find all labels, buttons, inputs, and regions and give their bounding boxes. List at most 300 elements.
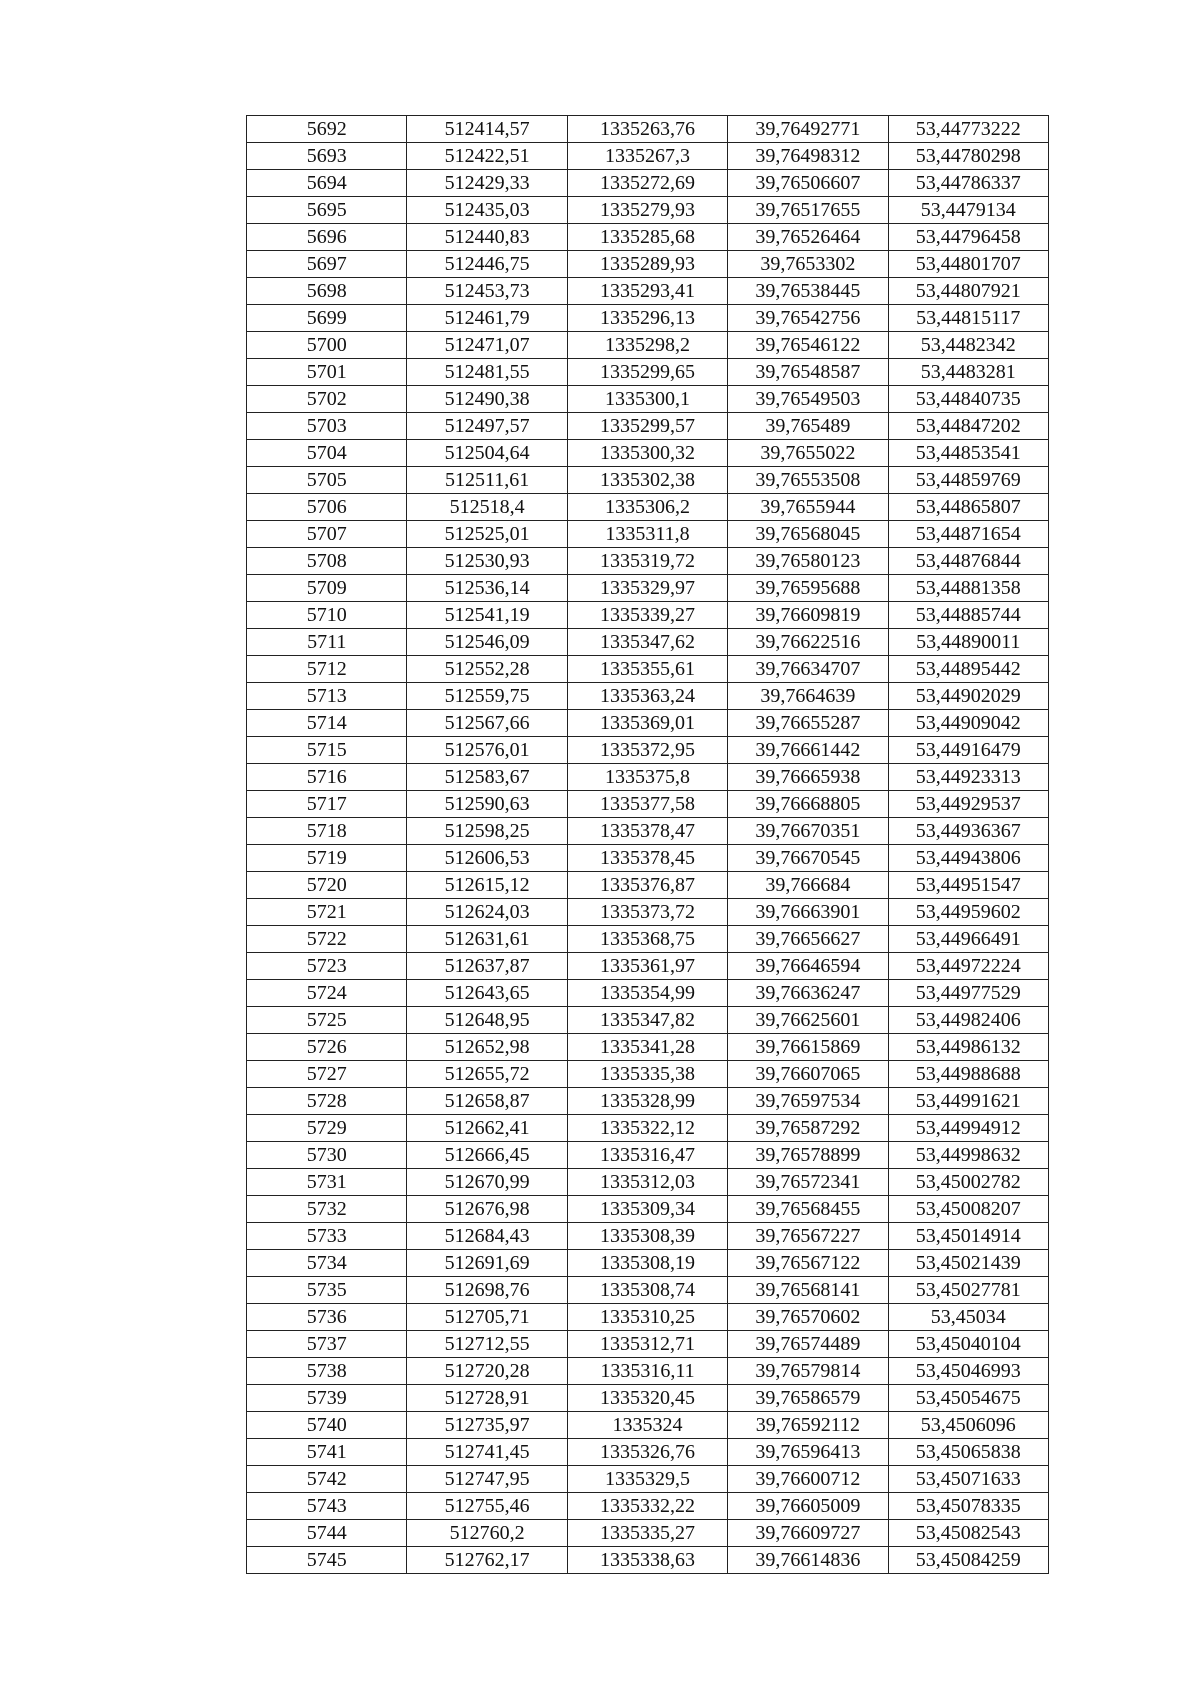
x-coordinate-cell: 512552,28 [407,656,567,683]
y-coordinate-cell: 1335272,69 [567,170,727,197]
table-row [247,602,1049,629]
y-coordinate-cell: 1335373,72 [567,899,727,926]
latitude-cell: 53,45014914 [888,1223,1048,1250]
y-coordinate-cell: 1335341,28 [567,1034,727,1061]
x-coordinate-cell: 512643,65 [407,980,567,1007]
table-row [247,1547,1049,1574]
longitude-cell: 39,76517655 [728,197,888,224]
x-coordinate-cell: 512631,61 [407,926,567,953]
y-coordinate-cell: 1335368,75 [567,926,727,953]
longitude-cell: 39,76605009 [728,1493,888,1520]
y-coordinate-cell: 1335378,47 [567,818,727,845]
longitude-cell: 39,76572341 [728,1169,888,1196]
latitude-cell: 53,44929537 [888,791,1048,818]
y-coordinate-cell: 1335302,38 [567,467,727,494]
x-coordinate-cell: 512658,87 [407,1088,567,1115]
table-row [247,116,1049,143]
point-number-cell: 5724 [247,980,407,1007]
table-row [247,1358,1049,1385]
table-row [247,332,1049,359]
point-number-cell: 5716 [247,764,407,791]
x-coordinate-cell: 512712,55 [407,1331,567,1358]
longitude-cell: 39,76567122 [728,1250,888,1277]
table-row [247,1520,1049,1547]
table-row [247,683,1049,710]
point-number-cell: 5704 [247,440,407,467]
y-coordinate-cell: 1335293,41 [567,278,727,305]
latitude-cell: 53,44936367 [888,818,1048,845]
x-coordinate-cell: 512440,83 [407,224,567,251]
y-coordinate-cell: 1335347,82 [567,1007,727,1034]
y-coordinate-cell: 1335279,93 [567,197,727,224]
table-row [247,467,1049,494]
y-coordinate-cell: 1335377,58 [567,791,727,818]
longitude-cell: 39,76574489 [728,1331,888,1358]
longitude-cell: 39,76615869 [728,1034,888,1061]
point-number-cell: 5723 [247,953,407,980]
longitude-cell: 39,76607065 [728,1061,888,1088]
point-number-cell: 5736 [247,1304,407,1331]
x-coordinate-cell: 512655,72 [407,1061,567,1088]
x-coordinate-cell: 512648,95 [407,1007,567,1034]
table-row [247,575,1049,602]
latitude-cell: 53,44773222 [888,116,1048,143]
y-coordinate-cell: 1335372,95 [567,737,727,764]
longitude-cell: 39,7664639 [728,683,888,710]
table-row [247,710,1049,737]
y-coordinate-cell: 1335375,8 [567,764,727,791]
x-coordinate-cell: 512720,28 [407,1358,567,1385]
longitude-cell: 39,76570602 [728,1304,888,1331]
y-coordinate-cell: 1335320,45 [567,1385,727,1412]
point-number-cell: 5698 [247,278,407,305]
x-coordinate-cell: 512615,12 [407,872,567,899]
y-coordinate-cell: 1335322,12 [567,1115,727,1142]
latitude-cell: 53,4479134 [888,197,1048,224]
longitude-cell: 39,76506607 [728,170,888,197]
latitude-cell: 53,4483281 [888,359,1048,386]
x-coordinate-cell: 512762,17 [407,1547,567,1574]
x-coordinate-cell: 512518,4 [407,494,567,521]
y-coordinate-cell: 1335338,63 [567,1547,727,1574]
x-coordinate-cell: 512666,45 [407,1142,567,1169]
longitude-cell: 39,76492771 [728,116,888,143]
point-number-cell: 5718 [247,818,407,845]
y-coordinate-cell: 1335300,1 [567,386,727,413]
y-coordinate-cell: 1335309,34 [567,1196,727,1223]
point-number-cell: 5708 [247,548,407,575]
y-coordinate-cell: 1335326,76 [567,1439,727,1466]
table-row [247,737,1049,764]
point-number-cell: 5694 [247,170,407,197]
y-coordinate-cell: 1335267,3 [567,143,727,170]
x-coordinate-cell: 512676,98 [407,1196,567,1223]
point-number-cell: 5707 [247,521,407,548]
latitude-cell: 53,45078335 [888,1493,1048,1520]
x-coordinate-cell: 512741,45 [407,1439,567,1466]
table-row [247,980,1049,1007]
y-coordinate-cell: 1335299,57 [567,413,727,440]
table-row [247,1385,1049,1412]
latitude-cell: 53,45002782 [888,1169,1048,1196]
y-coordinate-cell: 1335311,8 [567,521,727,548]
x-coordinate-cell: 512546,09 [407,629,567,656]
y-coordinate-cell: 1335369,01 [567,710,727,737]
longitude-cell: 39,76646594 [728,953,888,980]
point-number-cell: 5734 [247,1250,407,1277]
longitude-cell: 39,76568141 [728,1277,888,1304]
table-row [247,251,1049,278]
x-coordinate-cell: 512691,69 [407,1250,567,1277]
y-coordinate-cell: 1335329,5 [567,1466,727,1493]
point-number-cell: 5720 [247,872,407,899]
latitude-cell: 53,45046993 [888,1358,1048,1385]
latitude-cell: 53,44815117 [888,305,1048,332]
point-number-cell: 5713 [247,683,407,710]
latitude-cell: 53,45034 [888,1304,1048,1331]
longitude-cell: 39,76609727 [728,1520,888,1547]
point-number-cell: 5715 [247,737,407,764]
point-number-cell: 5700 [247,332,407,359]
point-number-cell: 5701 [247,359,407,386]
x-coordinate-cell: 512429,33 [407,170,567,197]
x-coordinate-cell: 512567,66 [407,710,567,737]
latitude-cell: 53,44895442 [888,656,1048,683]
x-coordinate-cell: 512652,98 [407,1034,567,1061]
x-coordinate-cell: 512735,97 [407,1412,567,1439]
table-row [247,629,1049,656]
table-row [247,1088,1049,1115]
y-coordinate-cell: 1335312,03 [567,1169,727,1196]
point-number-cell: 5728 [247,1088,407,1115]
point-number-cell: 5740 [247,1412,407,1439]
point-number-cell: 5745 [247,1547,407,1574]
table-row [247,305,1049,332]
y-coordinate-cell: 1335328,99 [567,1088,727,1115]
point-number-cell: 5722 [247,926,407,953]
longitude-cell: 39,76596413 [728,1439,888,1466]
table-row [247,1493,1049,1520]
table-row [247,1331,1049,1358]
point-number-cell: 5733 [247,1223,407,1250]
latitude-cell: 53,44780298 [888,143,1048,170]
y-coordinate-cell: 1335355,61 [567,656,727,683]
table-row [247,953,1049,980]
x-coordinate-cell: 512471,07 [407,332,567,359]
latitude-cell: 53,44982406 [888,1007,1048,1034]
x-coordinate-cell: 512497,57 [407,413,567,440]
x-coordinate-cell: 512624,03 [407,899,567,926]
latitude-cell: 53,44988688 [888,1061,1048,1088]
y-coordinate-cell: 1335285,68 [567,224,727,251]
table-row [247,521,1049,548]
table-row [247,413,1049,440]
table-row [247,224,1049,251]
latitude-cell: 53,44951547 [888,872,1048,899]
x-coordinate-cell: 512583,67 [407,764,567,791]
longitude-cell: 39,76609819 [728,602,888,629]
point-number-cell: 5730 [247,1142,407,1169]
point-number-cell: 5738 [247,1358,407,1385]
latitude-cell: 53,45071633 [888,1466,1048,1493]
y-coordinate-cell: 1335312,71 [567,1331,727,1358]
table-row [247,1034,1049,1061]
point-number-cell: 5735 [247,1277,407,1304]
point-number-cell: 5699 [247,305,407,332]
longitude-cell: 39,76546122 [728,332,888,359]
latitude-cell: 53,44801707 [888,251,1048,278]
longitude-cell: 39,7655022 [728,440,888,467]
x-coordinate-cell: 512705,71 [407,1304,567,1331]
longitude-cell: 39,76665938 [728,764,888,791]
table-row [247,1115,1049,1142]
longitude-cell: 39,76580123 [728,548,888,575]
x-coordinate-cell: 512511,61 [407,467,567,494]
point-number-cell: 5710 [247,602,407,629]
table-row [247,845,1049,872]
point-number-cell: 5693 [247,143,407,170]
y-coordinate-cell: 1335324 [567,1412,727,1439]
point-number-cell: 5737 [247,1331,407,1358]
x-coordinate-cell: 512453,73 [407,278,567,305]
latitude-cell: 53,44966491 [888,926,1048,953]
latitude-cell: 53,45027781 [888,1277,1048,1304]
y-coordinate-cell: 1335299,65 [567,359,727,386]
longitude-cell: 39,76578899 [728,1142,888,1169]
table-row [247,1007,1049,1034]
point-number-cell: 5697 [247,251,407,278]
table-row [247,1142,1049,1169]
y-coordinate-cell: 1335329,97 [567,575,727,602]
y-coordinate-cell: 1335319,72 [567,548,727,575]
longitude-cell: 39,76622516 [728,629,888,656]
latitude-cell: 53,44847202 [888,413,1048,440]
longitude-cell: 39,765489 [728,413,888,440]
point-number-cell: 5695 [247,197,407,224]
table-row [247,278,1049,305]
y-coordinate-cell: 1335378,45 [567,845,727,872]
longitude-cell: 39,76548587 [728,359,888,386]
x-coordinate-cell: 512536,14 [407,575,567,602]
x-coordinate-cell: 512598,25 [407,818,567,845]
latitude-cell: 53,44909042 [888,710,1048,737]
x-coordinate-cell: 512590,63 [407,791,567,818]
longitude-cell: 39,76670351 [728,818,888,845]
table-row [247,386,1049,413]
longitude-cell: 39,76592112 [728,1412,888,1439]
point-number-cell: 5726 [247,1034,407,1061]
point-number-cell: 5729 [247,1115,407,1142]
latitude-cell: 53,44959602 [888,899,1048,926]
x-coordinate-cell: 512670,99 [407,1169,567,1196]
longitude-cell: 39,76579814 [728,1358,888,1385]
table-row [247,1304,1049,1331]
table-row [247,143,1049,170]
longitude-cell: 39,76595688 [728,575,888,602]
y-coordinate-cell: 1335310,25 [567,1304,727,1331]
x-coordinate-cell: 512414,57 [407,116,567,143]
y-coordinate-cell: 1335263,76 [567,116,727,143]
latitude-cell: 53,44796458 [888,224,1048,251]
longitude-cell: 39,76538445 [728,278,888,305]
point-number-cell: 5692 [247,116,407,143]
latitude-cell: 53,45040104 [888,1331,1048,1358]
x-coordinate-cell: 512446,75 [407,251,567,278]
longitude-cell: 39,76625601 [728,1007,888,1034]
longitude-cell: 39,76567227 [728,1223,888,1250]
point-number-cell: 5709 [247,575,407,602]
y-coordinate-cell: 1335339,27 [567,602,727,629]
x-coordinate-cell: 512490,38 [407,386,567,413]
latitude-cell: 53,44943806 [888,845,1048,872]
latitude-cell: 53,44890011 [888,629,1048,656]
y-coordinate-cell: 1335308,39 [567,1223,727,1250]
x-coordinate-cell: 512559,75 [407,683,567,710]
table-row [247,1223,1049,1250]
coordinates-table-body [247,116,1049,1574]
table-row [247,926,1049,953]
table-row [247,1466,1049,1493]
table-row [247,899,1049,926]
x-coordinate-cell: 512481,55 [407,359,567,386]
longitude-cell: 39,76587292 [728,1115,888,1142]
y-coordinate-cell: 1335347,62 [567,629,727,656]
longitude-cell: 39,766684 [728,872,888,899]
latitude-cell: 53,44998632 [888,1142,1048,1169]
y-coordinate-cell: 1335316,47 [567,1142,727,1169]
table-row [247,1277,1049,1304]
point-number-cell: 5719 [247,845,407,872]
point-number-cell: 5743 [247,1493,407,1520]
latitude-cell: 53,44991621 [888,1088,1048,1115]
table-row [247,197,1049,224]
table-row [247,1250,1049,1277]
y-coordinate-cell: 1335306,2 [567,494,727,521]
longitude-cell: 39,76614836 [728,1547,888,1574]
point-number-cell: 5717 [247,791,407,818]
point-number-cell: 5731 [247,1169,407,1196]
y-coordinate-cell: 1335335,27 [567,1520,727,1547]
coordinates-table [246,115,1049,1574]
x-coordinate-cell: 512728,91 [407,1385,567,1412]
latitude-cell: 53,45065838 [888,1439,1048,1466]
x-coordinate-cell: 512747,95 [407,1466,567,1493]
x-coordinate-cell: 512760,2 [407,1520,567,1547]
x-coordinate-cell: 512504,64 [407,440,567,467]
longitude-cell: 39,76670545 [728,845,888,872]
longitude-cell: 39,7655944 [728,494,888,521]
latitude-cell: 53,44871654 [888,521,1048,548]
longitude-cell: 39,76634707 [728,656,888,683]
y-coordinate-cell: 1335308,74 [567,1277,727,1304]
point-number-cell: 5742 [247,1466,407,1493]
x-coordinate-cell: 512684,43 [407,1223,567,1250]
point-number-cell: 5705 [247,467,407,494]
table-row [247,494,1049,521]
longitude-cell: 39,76568045 [728,521,888,548]
latitude-cell: 53,44977529 [888,980,1048,1007]
latitude-cell: 53,44885744 [888,602,1048,629]
latitude-cell: 53,44902029 [888,683,1048,710]
latitude-cell: 53,44853541 [888,440,1048,467]
table-row [247,170,1049,197]
table-row [247,764,1049,791]
point-number-cell: 5714 [247,710,407,737]
point-number-cell: 5727 [247,1061,407,1088]
table-row [247,1439,1049,1466]
longitude-cell: 39,76597534 [728,1088,888,1115]
x-coordinate-cell: 512662,41 [407,1115,567,1142]
y-coordinate-cell: 1335298,2 [567,332,727,359]
point-number-cell: 5725 [247,1007,407,1034]
latitude-cell: 53,44840735 [888,386,1048,413]
longitude-cell: 39,76586579 [728,1385,888,1412]
table-row [247,1196,1049,1223]
y-coordinate-cell: 1335296,13 [567,305,727,332]
x-coordinate-cell: 512422,51 [407,143,567,170]
x-coordinate-cell: 512637,87 [407,953,567,980]
longitude-cell: 39,76498312 [728,143,888,170]
x-coordinate-cell: 512576,01 [407,737,567,764]
y-coordinate-cell: 1335300,32 [567,440,727,467]
latitude-cell: 53,45082543 [888,1520,1048,1547]
point-number-cell: 5721 [247,899,407,926]
table-row [247,1169,1049,1196]
longitude-cell: 39,76553508 [728,467,888,494]
latitude-cell: 53,44972224 [888,953,1048,980]
table-row [247,1412,1049,1439]
latitude-cell: 53,44876844 [888,548,1048,575]
y-coordinate-cell: 1335354,99 [567,980,727,1007]
y-coordinate-cell: 1335376,87 [567,872,727,899]
y-coordinate-cell: 1335361,97 [567,953,727,980]
y-coordinate-cell: 1335316,11 [567,1358,727,1385]
longitude-cell: 39,76655287 [728,710,888,737]
table-row [247,656,1049,683]
longitude-cell: 39,76600712 [728,1466,888,1493]
latitude-cell: 53,45054675 [888,1385,1048,1412]
point-number-cell: 5739 [247,1385,407,1412]
point-number-cell: 5712 [247,656,407,683]
point-number-cell: 5711 [247,629,407,656]
x-coordinate-cell: 512698,76 [407,1277,567,1304]
table-row [247,818,1049,845]
x-coordinate-cell: 512755,46 [407,1493,567,1520]
point-number-cell: 5696 [247,224,407,251]
x-coordinate-cell: 512435,03 [407,197,567,224]
y-coordinate-cell: 1335335,38 [567,1061,727,1088]
longitude-cell: 39,7653302 [728,251,888,278]
longitude-cell: 39,76636247 [728,980,888,1007]
table-row [247,872,1049,899]
point-number-cell: 5706 [247,494,407,521]
latitude-cell: 53,4506096 [888,1412,1048,1439]
longitude-cell: 39,76661442 [728,737,888,764]
y-coordinate-cell: 1335289,93 [567,251,727,278]
point-number-cell: 5702 [247,386,407,413]
x-coordinate-cell: 512525,01 [407,521,567,548]
longitude-cell: 39,76668805 [728,791,888,818]
y-coordinate-cell: 1335308,19 [567,1250,727,1277]
latitude-cell: 53,44994912 [888,1115,1048,1142]
latitude-cell: 53,44807921 [888,278,1048,305]
x-coordinate-cell: 512541,19 [407,602,567,629]
x-coordinate-cell: 512530,93 [407,548,567,575]
longitude-cell: 39,76542756 [728,305,888,332]
point-number-cell: 5741 [247,1439,407,1466]
table-row [247,1061,1049,1088]
point-number-cell: 5744 [247,1520,407,1547]
